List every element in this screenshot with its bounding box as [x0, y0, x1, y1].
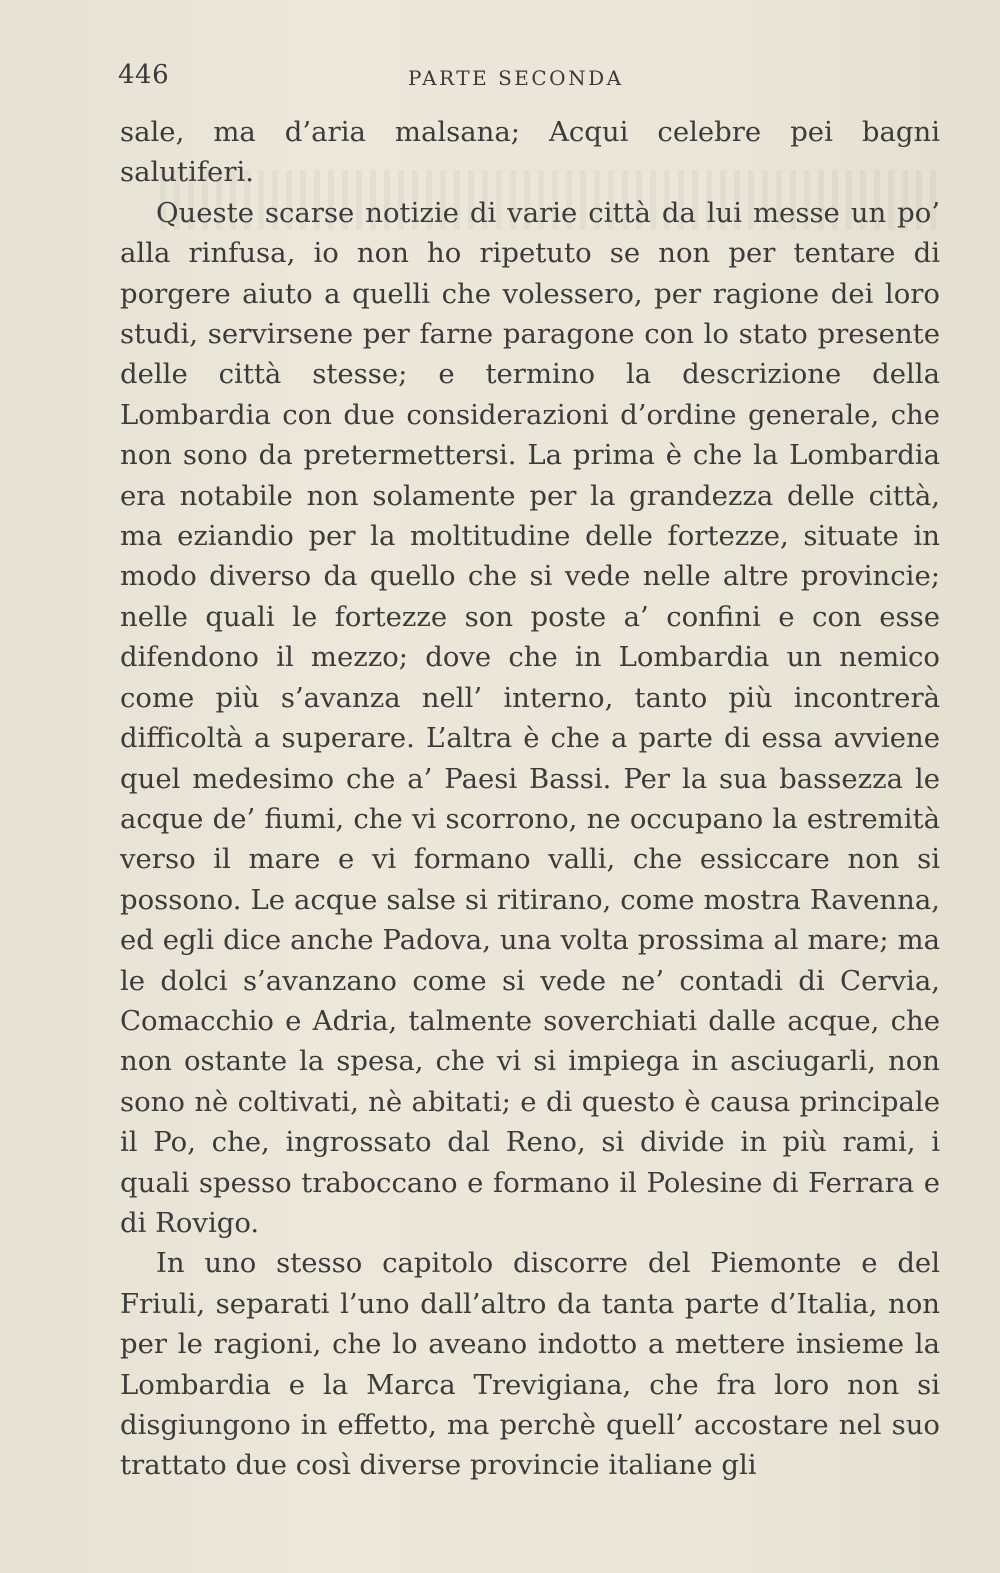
- paragraph: Queste scarse notizie di varie città da lui messe un po’ alla rinfusa, io non ho ripetuto se non per tentare di porgere aiuto a quelli che volessero, per ragione dei loro studi, servirsene per farne paragone con lo stato presente delle città stesse; e termino la descrizione della Lombardia con due considerazioni d’ordine generale, che non sono da pretermettersi. La prima è che la Lombardia era notabile non solamente per la grandezza delle città, ma eziandio per la moltitudine delle fortezze, situate in modo diverso da quello che si vede nelle altre provincie; nelle quali le fortezze son poste a’ confini e con esse difendono il mezzo; dove che in Lombardia un nemico come più s’avanza nell’ interno, tanto più incontrerà difficoltà a superare. L’altra è che a parte di essa avviene quel medesimo che a’ Paesi Bassi. Per la sua bassezza le acque de’ fiumi, che vi scorrono, ne occupano la estremità verso il mare e vi formano valli, che essiccare non si possono. Le acque salse si ritirano, come mostra Ravenna, ed egli dice anche Padova, una volta prossima al mare; ma le dolci s’avanzano come si vede ne’ contadi di Cervia, Comacchio e Adria, talmente soverchiati dalle acque, che non ostante la spesa, che vi si impiega in asciugarli, non sono nè coltivati, nè abitati; e di questo è causa principale il Po, che, ingrossato dal Reno, si divide in più rami, i quali spesso traboccano e formano il Polesine di Ferrara e di Rovigo.: [120, 196, 940, 1239]
- running-title: PARTE SECONDA: [408, 66, 624, 90]
- page-header: [118, 60, 858, 96]
- page-number: 446: [118, 60, 170, 90]
- body-text: [120, 112, 940, 1486]
- paragraph-continued: sale, ma d’aria malsana; Acqui celebre pei bagni salutiferi.: [120, 116, 940, 189]
- paragraph: In uno stesso capitolo discorre del Piemonte e del Friuli, separati l’uno dall’altro da tanta parte d’Italia, non per le ragioni, che lo aveano indotto a mettere insieme la Lombardia e la Marca Trevigiana, che fra loro non si disgiungono in effetto, ma perchè quell’ accostare nel suo trattato due così diverse provincie italiane gli: [120, 1247, 940, 1482]
